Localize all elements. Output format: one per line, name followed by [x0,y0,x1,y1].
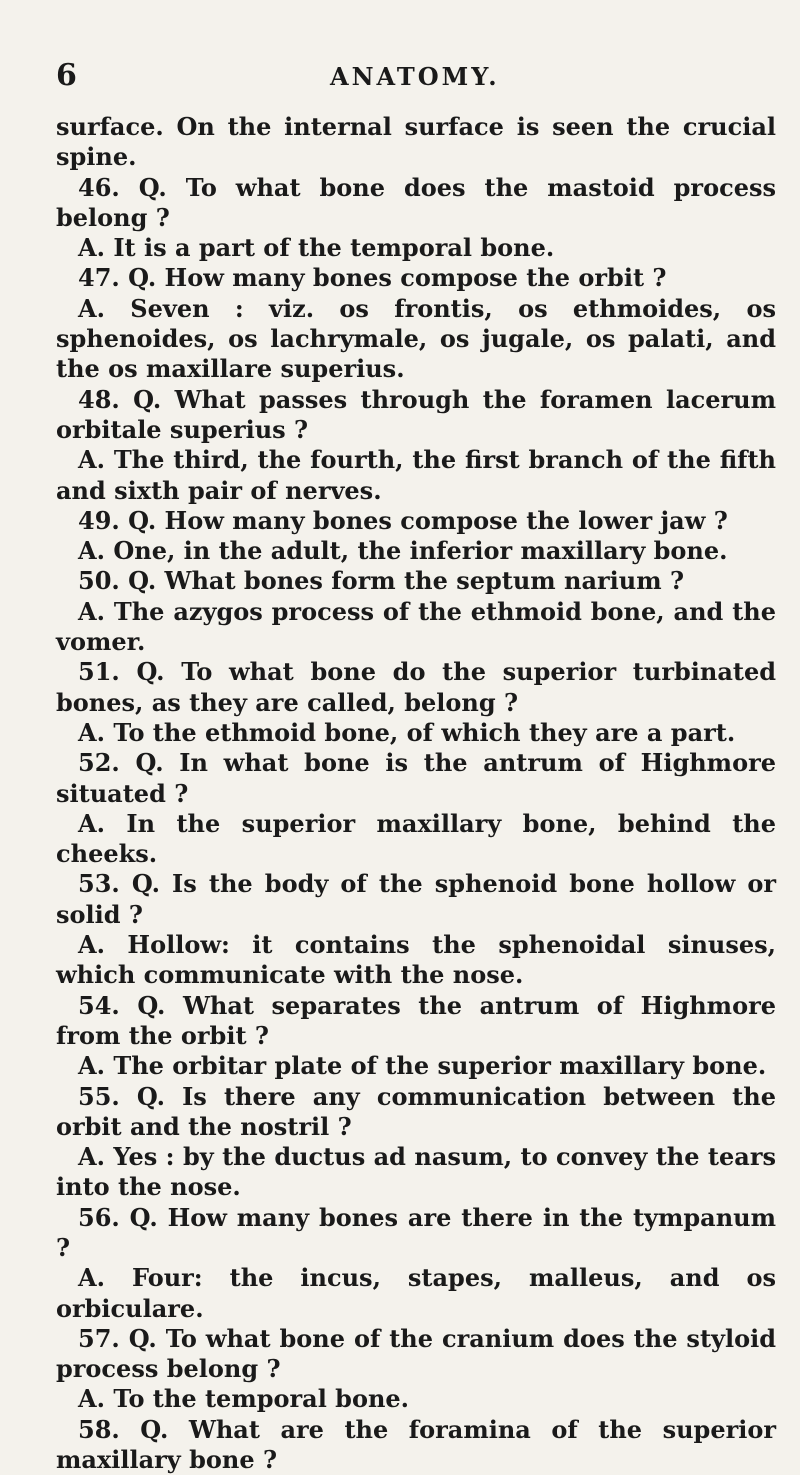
answer: A. The third, the fourth, the first branch of the fifth and sixth pair of nerves. [56,445,776,505]
question: 52. Q. In what bone is the antrum of Highmore situated ? [56,748,776,808]
answer: A. Four: the incus, stapes, malleus, and os orbiculare. [56,1263,776,1323]
answer: A. The azygos process of the ethmoid bone, and the vomer. [56,596,776,657]
answer: A. In the superior maxillary bone, behind the cheeks. [56,808,776,869]
running-head: ANATOMY. [330,62,500,91]
answer: A. It is a part of the temporal bone. [78,233,555,263]
answer: A. Hollow: it contains the sphenoidal sinuses, which communicate with the nose. [56,930,776,990]
answer: A. Yes : by the ductus ad nasum, to convey the tears into the nose. [56,1142,776,1202]
answer: A. Seven : viz. os frontis, os ethmoides, os sphenoides, os lachrymale, os jugale, os palati, and the os maxillare superius. [56,293,776,384]
question: 50. Q. What bones form the septum narium ? [78,566,685,596]
question: 51. Q. To what bone do the superior turbinated bones, as they are called, belong ? [56,657,776,717]
answer: A. To the ethmoid bone, of which they are a part. [78,717,736,747]
page-body [56,112,776,1475]
question: 46. Q. To what bone does the mastoid process belong ? [56,172,776,232]
question: 58. Q. What are the foramina of the superior maxillary bone ? [56,1414,776,1475]
question: 56. Q. How many bones are there in the tympanum ? [56,1202,776,1262]
question: 47. Q. How many bones compose the orbit ? [78,263,667,293]
page-number: 6 [56,58,77,93]
question: 53. Q. Is the body of the sphenoid bone hollow or solid ? [56,869,776,929]
paragraph: surface. On the internal surface is seen the crucial spine. [56,112,776,172]
question: 57. Q. To what bone of the cranium does the styloid process belong ? [56,1323,776,1384]
answer: A. The orbitar plate of the superior maxillary bone. [78,1051,767,1081]
question: 54. Q. What separates the antrum of Highmore from the orbit ? [56,990,776,1050]
page-header [0,58,800,98]
question: 49. Q. How many bones compose the lower jaw ? [78,505,728,535]
question: 48. Q. What passes through the foramen lacerum orbitale superius ? [56,384,776,444]
answer: A. To the temporal bone. [78,1384,410,1414]
question: 55. Q. Is there any communication between the orbit and the nostril ? [56,1081,776,1141]
answer: A. One, in the adult, the inferior maxillary bone. [78,536,728,566]
